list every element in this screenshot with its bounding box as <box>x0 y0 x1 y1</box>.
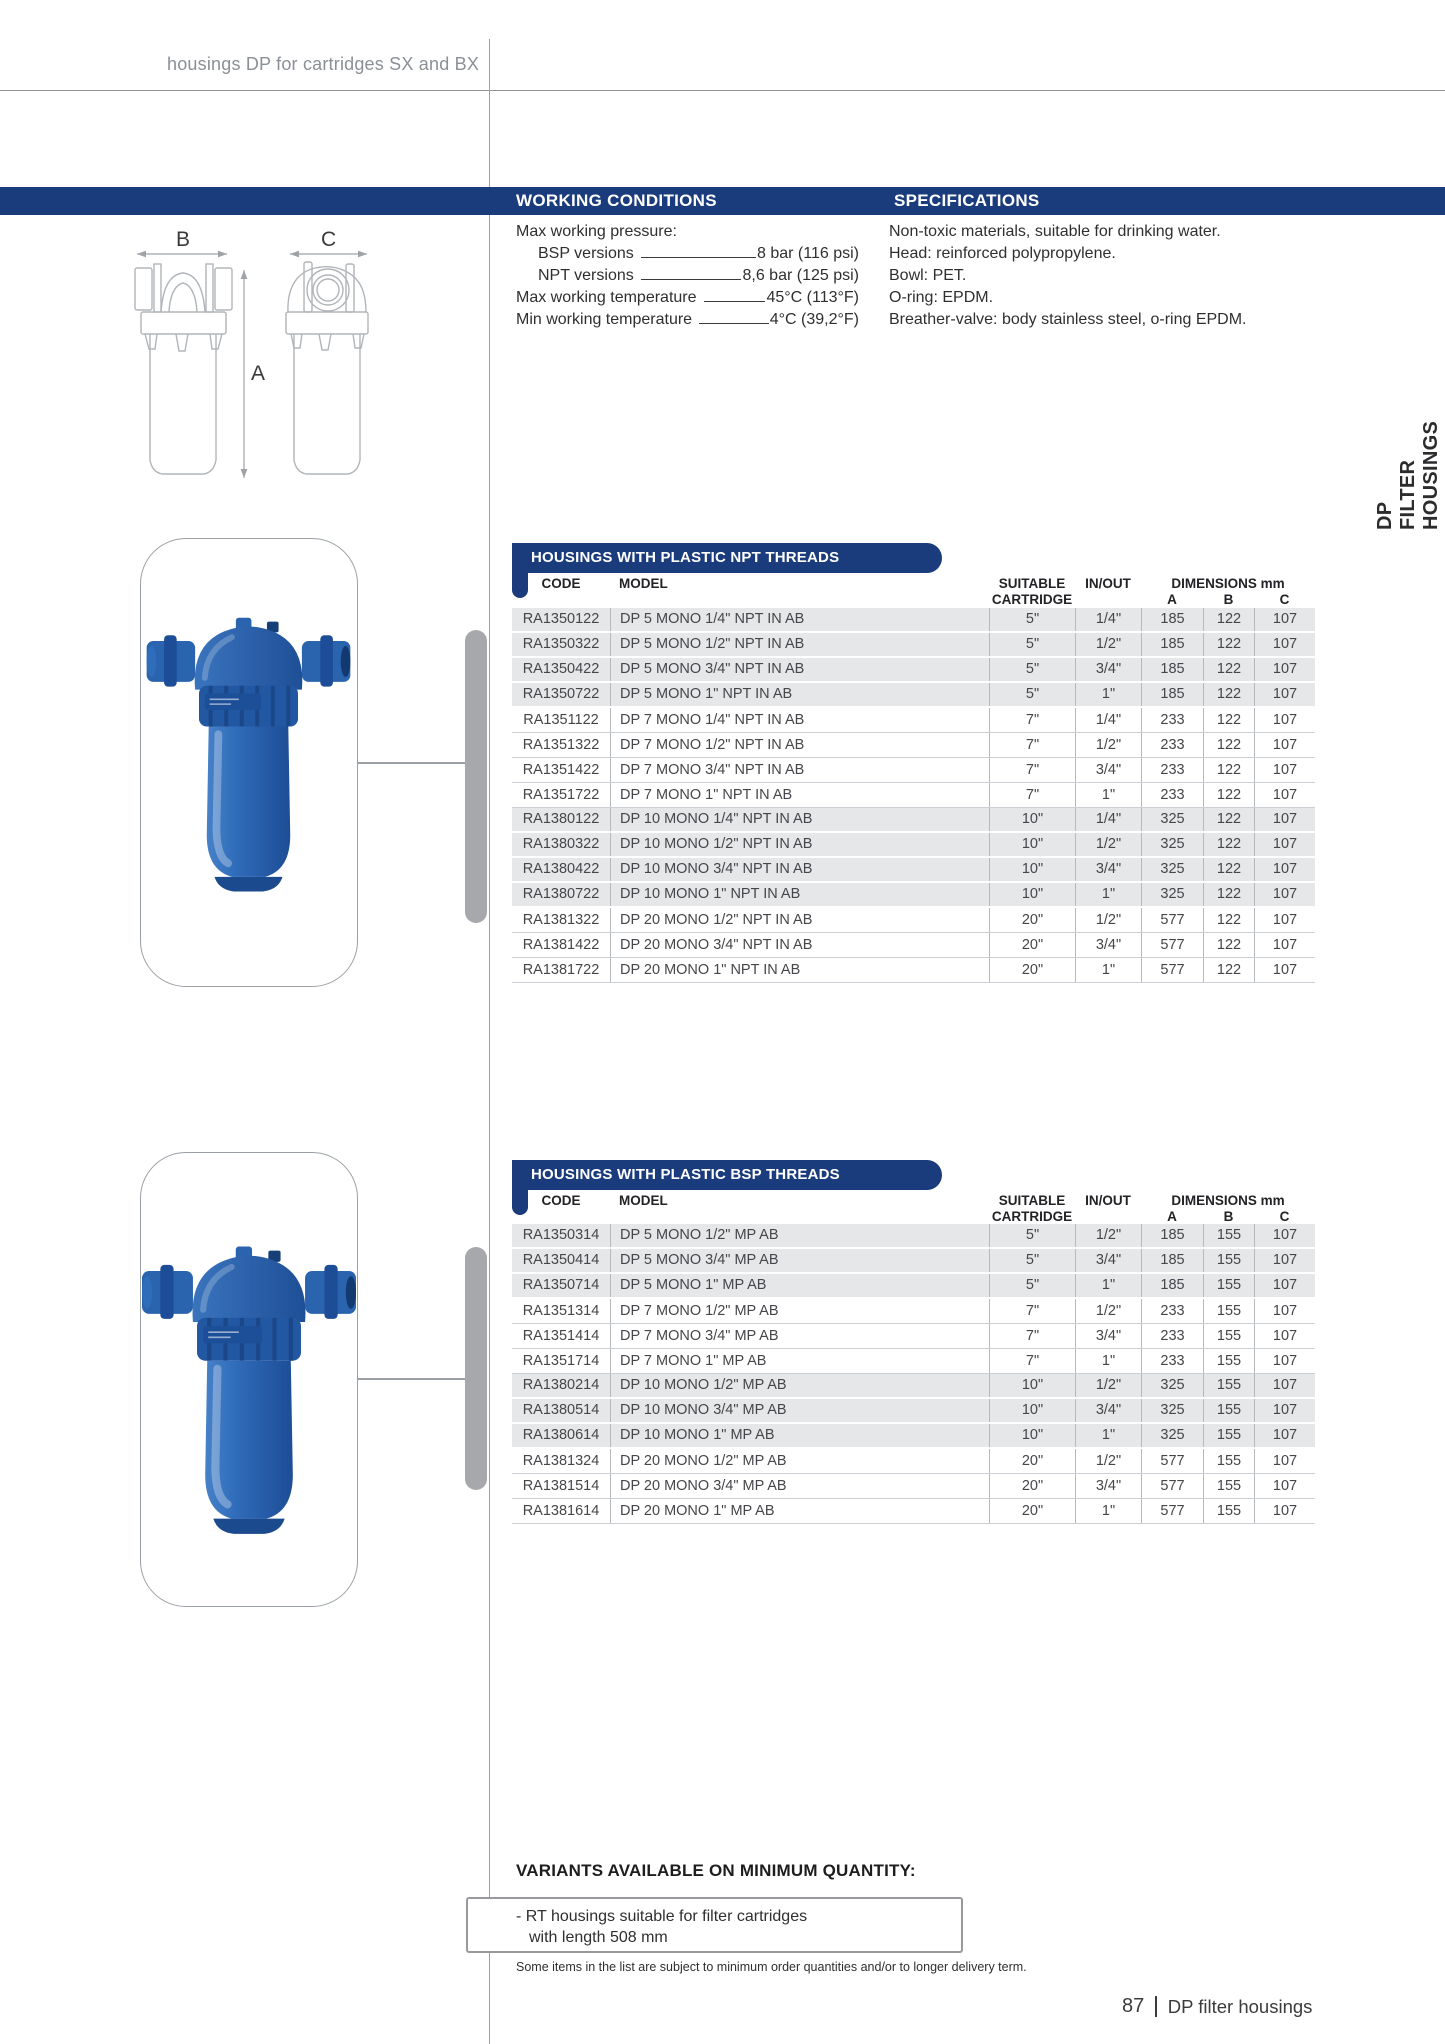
cell-code: RA1350422 <box>522 661 600 677</box>
cell-code: RA1351314 <box>522 1302 600 1319</box>
cell-inout: 3/4" <box>1075 933 1141 957</box>
cell-code: RA1350322 <box>522 636 600 652</box>
footer-label: DP filter housings <box>1167 1995 1313 2017</box>
cell-model: DP 10 MONO 1" NPT IN AB <box>610 883 989 906</box>
cell-inout: 1" <box>1075 1499 1141 1523</box>
cell-code: RA1381614 <box>522 1502 600 1519</box>
cell-dim-a: 233 <box>1141 733 1203 757</box>
cell-cartridge: 5" <box>989 608 1075 631</box>
cell-cartridge: 20" <box>989 1474 1075 1498</box>
cell-dim-a: 185 <box>1141 1274 1203 1297</box>
cell-dim-b: 155 <box>1203 1274 1254 1297</box>
cell-model: DP 7 MONO 1/2" MP AB <box>610 1299 989 1323</box>
cell-dim-b: 122 <box>1203 683 1254 706</box>
cell-inout: 1/2" <box>1075 1224 1141 1247</box>
condition-label: NPT versions <box>538 267 634 284</box>
cell-dim-c: 107 <box>1254 1274 1315 1297</box>
photo-table-connector <box>358 1378 465 1380</box>
cell-dim-c: 107 <box>1254 833 1315 856</box>
cell-inout: 1" <box>1075 883 1141 906</box>
cell-dim-c: 107 <box>1254 708 1315 732</box>
working-condition-row <box>516 287 859 309</box>
bsp-table-header <box>512 1193 1315 1225</box>
table-row <box>512 1449 1315 1474</box>
cell-inout: 1/2" <box>1075 633 1141 656</box>
cell-dim-a: 325 <box>1141 833 1203 856</box>
cell-code: RA1380214 <box>522 1377 600 1393</box>
cell-dim-b: 122 <box>1203 758 1254 782</box>
cell-dim-b: 122 <box>1203 958 1254 982</box>
cell-model: DP 5 MONO 1" MP AB <box>610 1274 989 1297</box>
table-row <box>512 908 1315 933</box>
header-rule <box>0 90 1445 91</box>
cell-dim-a: 233 <box>1141 708 1203 732</box>
cell-inout: 3/4" <box>1075 1474 1141 1498</box>
cell-model: DP 7 MONO 1/2" NPT IN AB <box>610 733 989 757</box>
cell-dim-a: 325 <box>1141 808 1203 831</box>
cell-cartridge: 10" <box>989 1424 1075 1447</box>
working-conditions-block <box>516 221 859 331</box>
cell-code: RA1381722 <box>522 961 600 978</box>
cell-code: RA1381322 <box>522 911 600 928</box>
table-row <box>512 708 1315 733</box>
cell-model: DP 5 MONO 1/2" MP AB <box>610 1224 989 1247</box>
cell-cartridge: 5" <box>989 683 1075 706</box>
cell-dim-a: 233 <box>1141 783 1203 807</box>
bsp-table-rows <box>512 1224 1315 1524</box>
cell-dim-c: 107 <box>1254 933 1315 957</box>
condition-value: 8 bar (116 psi) <box>757 245 859 262</box>
cell-dim-a: 577 <box>1141 933 1203 957</box>
cell-dim-c: 107 <box>1254 1474 1315 1498</box>
cell-dim-b: 122 <box>1203 783 1254 807</box>
working-condition-row <box>516 243 859 265</box>
cell-code: RA1351322 <box>522 736 600 753</box>
cell-cartridge: 20" <box>989 1499 1075 1523</box>
table-row <box>512 1399 1315 1424</box>
table-row <box>512 1249 1315 1274</box>
product-photo-frame-bsp <box>140 1152 358 1607</box>
cell-dim-a: 185 <box>1141 683 1203 706</box>
cell-dim-a: 233 <box>1141 1324 1203 1348</box>
cell-dim-b: 155 <box>1203 1224 1254 1247</box>
cell-cartridge: 20" <box>989 958 1075 982</box>
cell-dim-c: 107 <box>1254 1399 1315 1422</box>
cell-cartridge: 10" <box>989 1374 1075 1397</box>
cell-model: DP 5 MONO 1/2" NPT IN AB <box>610 633 989 656</box>
specifications-title: SPECIFICATIONS <box>894 191 1040 210</box>
cell-dim-c: 107 <box>1254 758 1315 782</box>
cell-dim-c: 107 <box>1254 1349 1315 1373</box>
condition-value: 8,6 bar (125 psi) <box>742 267 859 284</box>
cell-dim-a: 233 <box>1141 758 1203 782</box>
leader-line <box>641 279 742 280</box>
table-row <box>512 758 1315 783</box>
col-code: CODE <box>541 576 581 591</box>
cell-dim-a: 325 <box>1141 883 1203 906</box>
cell-dim-c: 107 <box>1254 1374 1315 1397</box>
cell-code: RA1350722 <box>522 686 600 702</box>
cell-code: RA1350714 <box>522 1277 600 1293</box>
cell-model: DP 10 MONO 3/4" NPT IN AB <box>610 858 989 881</box>
table-row <box>512 1374 1315 1399</box>
cell-dim-a: 185 <box>1141 633 1203 656</box>
cell-dim-b: 155 <box>1203 1424 1254 1447</box>
col-inout: IN/OUT <box>1085 1193 1131 1208</box>
table-row <box>512 1349 1315 1374</box>
cell-dim-a: 185 <box>1141 658 1203 681</box>
col-dim-c: C <box>1279 1209 1290 1224</box>
npt-table-banner: HOUSINGS WITH PLASTIC NPT THREADS <box>512 543 942 573</box>
cell-dim-b: 155 <box>1203 1474 1254 1498</box>
cell-model: DP 10 MONO 1/2" MP AB <box>610 1374 989 1397</box>
cell-dim-a: 233 <box>1141 1349 1203 1373</box>
cell-dim-c: 107 <box>1254 958 1315 982</box>
cell-code: RA1380122 <box>522 811 600 827</box>
specification-line: O-ring: EPDM. <box>889 289 994 306</box>
cell-dim-b: 122 <box>1203 883 1254 906</box>
cell-dim-a: 325 <box>1141 1374 1203 1397</box>
cell-code: RA1381324 <box>522 1452 600 1469</box>
cell-dim-b: 122 <box>1203 858 1254 881</box>
cell-inout: 1" <box>1075 683 1141 706</box>
cell-model: DP 5 MONO 1/4" NPT IN AB <box>610 608 989 631</box>
cell-cartridge: 20" <box>989 933 1075 957</box>
cell-dim-a: 185 <box>1141 608 1203 631</box>
footnote: Some items in the list are subject to minimum order quantities and/or to longer delivery term. <box>516 1960 1027 1974</box>
cell-inout: 1/2" <box>1075 908 1141 932</box>
cell-dim-b: 155 <box>1203 1249 1254 1272</box>
table-row <box>512 1324 1315 1349</box>
cell-dim-c: 107 <box>1254 808 1315 831</box>
cell-inout: 1" <box>1075 1349 1141 1373</box>
cell-inout: 3/4" <box>1075 1324 1141 1348</box>
cell-model: DP 20 MONO 3/4" NPT IN AB <box>610 933 989 957</box>
dimension-drawing <box>120 212 400 492</box>
condition-value: 45°C (113°F) <box>766 289 859 306</box>
cell-cartridge: 5" <box>989 1249 1075 1272</box>
side-tab-line2: HOUSINGS <box>1420 420 1442 530</box>
cell-cartridge: 20" <box>989 1449 1075 1473</box>
cell-cartridge: 5" <box>989 1224 1075 1247</box>
working-conditions-rows <box>516 243 859 331</box>
variants-box <box>466 1897 963 1953</box>
cell-dim-c: 107 <box>1254 1324 1315 1348</box>
table-row <box>512 633 1315 658</box>
section-band <box>0 187 1445 215</box>
col-dim-a: A <box>1167 592 1177 607</box>
table-row <box>512 808 1315 833</box>
cell-inout: 1/2" <box>1075 1449 1141 1473</box>
table-row <box>512 858 1315 883</box>
cell-dim-b: 122 <box>1203 908 1254 932</box>
condition-label: Min working temperature <box>516 311 693 328</box>
cell-dim-b: 155 <box>1203 1399 1254 1422</box>
cell-model: DP 10 MONO 1" MP AB <box>610 1424 989 1447</box>
cell-dim-c: 107 <box>1254 1249 1315 1272</box>
cell-inout: 1/2" <box>1075 1374 1141 1397</box>
cell-dim-b: 122 <box>1203 808 1254 831</box>
specification-line: Breather-valve: body stainless steel, o-ring EPDM. <box>889 311 1247 328</box>
condition-label: Max working temperature <box>516 289 697 306</box>
table-side-bracket <box>465 1247 487 1490</box>
cell-cartridge: 10" <box>989 883 1075 906</box>
table-row <box>512 783 1315 808</box>
cell-model: DP 5 MONO 1" NPT IN AB <box>610 683 989 706</box>
cell-cartridge: 10" <box>989 808 1075 831</box>
cell-cartridge: 10" <box>989 833 1075 856</box>
filter-housing-photo <box>142 1183 356 1571</box>
bsp-table-banner: HOUSINGS WITH PLASTIC BSP THREADS <box>512 1160 942 1190</box>
cell-model: DP 20 MONO 1" NPT IN AB <box>610 958 989 982</box>
table-row <box>512 608 1315 633</box>
specification-line: Non-toxic materials, suitable for drinking water. <box>889 223 1221 240</box>
variants-line2: with length 508 mm <box>529 1929 668 1946</box>
cell-code: RA1351122 <box>523 711 599 728</box>
cell-inout: 1/2" <box>1075 733 1141 757</box>
cell-model: DP 5 MONO 3/4" NPT IN AB <box>610 658 989 681</box>
cell-cartridge: 7" <box>989 733 1075 757</box>
table-side-bracket <box>465 630 487 923</box>
cell-code: RA1381422 <box>522 936 600 953</box>
cell-dim-b: 122 <box>1203 833 1254 856</box>
cell-dim-b: 155 <box>1203 1374 1254 1397</box>
cell-cartridge: 10" <box>989 1399 1075 1422</box>
cell-dim-c: 107 <box>1254 1299 1315 1323</box>
table-row <box>512 1424 1315 1449</box>
cell-code: RA1381514 <box>522 1477 600 1494</box>
col-model: MODEL <box>619 576 668 591</box>
cell-dim-b: 122 <box>1203 708 1254 732</box>
col-dim-a: A <box>1167 1209 1177 1224</box>
cell-dim-a: 577 <box>1141 1449 1203 1473</box>
leader-line <box>699 323 769 324</box>
cell-dim-c: 107 <box>1254 883 1315 906</box>
col-dimensions: DIMENSIONS mm A B C <box>1141 1193 1315 1225</box>
cell-cartridge: 7" <box>989 708 1075 732</box>
cell-model: DP 20 MONO 1/2" MP AB <box>610 1449 989 1473</box>
table-row <box>512 833 1315 858</box>
cell-code: RA1351414 <box>522 1327 600 1344</box>
working-condition-row <box>516 309 859 331</box>
cell-cartridge: 5" <box>989 658 1075 681</box>
cell-inout: 1/4" <box>1075 708 1141 732</box>
cell-code: RA1350122 <box>522 611 600 627</box>
cell-dim-b: 122 <box>1203 933 1254 957</box>
cell-inout: 3/4" <box>1075 858 1141 881</box>
table-row <box>512 733 1315 758</box>
cell-model: DP 10 MONO 3/4" MP AB <box>610 1399 989 1422</box>
page-footer <box>1122 1995 1312 2018</box>
cell-dim-c: 107 <box>1254 783 1315 807</box>
variants-line1: - RT housings suitable for filter cartridges <box>516 1908 808 1925</box>
col-dim-b: B <box>1223 1209 1234 1224</box>
cell-model: DP 7 MONO 1" NPT IN AB <box>610 783 989 807</box>
column-divider-line <box>489 39 490 2044</box>
product-photo-frame-npt <box>140 538 358 987</box>
cell-dim-a: 325 <box>1141 1399 1203 1422</box>
specifications-block <box>889 221 1379 331</box>
cell-inout: 1" <box>1075 1274 1141 1297</box>
cell-inout: 1" <box>1075 958 1141 982</box>
cell-dim-c: 107 <box>1254 1424 1315 1447</box>
cell-model: DP 10 MONO 1/4" NPT IN AB <box>610 808 989 831</box>
cell-inout: 1" <box>1075 1424 1141 1447</box>
table-row <box>512 1224 1315 1249</box>
cell-dim-c: 107 <box>1254 608 1315 631</box>
cell-dim-a: 185 <box>1141 1224 1203 1247</box>
cell-cartridge: 7" <box>989 1299 1075 1323</box>
cell-model: DP 10 MONO 1/2" NPT IN AB <box>610 833 989 856</box>
cell-dim-c: 107 <box>1254 658 1315 681</box>
cell-dim-a: 325 <box>1141 1424 1203 1447</box>
working-condition-row <box>516 265 859 287</box>
cell-inout: 1/4" <box>1075 808 1141 831</box>
cell-dim-a: 185 <box>1141 1249 1203 1272</box>
cell-dim-c: 107 <box>1254 733 1315 757</box>
cell-dim-b: 122 <box>1203 608 1254 631</box>
table-row <box>512 1474 1315 1499</box>
cell-model: DP 20 MONO 1" MP AB <box>610 1499 989 1523</box>
cell-inout: 1/4" <box>1075 608 1141 631</box>
cell-dim-a: 577 <box>1141 958 1203 982</box>
table-row <box>512 1499 1315 1524</box>
cell-inout: 3/4" <box>1075 658 1141 681</box>
cell-dim-a: 577 <box>1141 908 1203 932</box>
cell-dim-a: 577 <box>1141 1474 1203 1498</box>
table-row <box>512 958 1315 983</box>
cell-dim-a: 325 <box>1141 858 1203 881</box>
photo-table-connector <box>358 762 465 764</box>
specification-line: Bowl: PET. <box>889 267 967 284</box>
cell-cartridge: 20" <box>989 908 1075 932</box>
col-cartridge: SUITABLE CARTRIDGE <box>991 576 1073 607</box>
col-dim-c: C <box>1279 592 1290 607</box>
footer-separator <box>1155 1996 1157 2017</box>
cell-code: RA1380514 <box>522 1402 600 1418</box>
cell-cartridge: 7" <box>989 1349 1075 1373</box>
cell-code: RA1380422 <box>522 861 600 877</box>
leader-line <box>641 257 756 258</box>
cell-code: RA1380722 <box>522 886 600 902</box>
cell-model: DP 20 MONO 3/4" MP AB <box>610 1474 989 1498</box>
dim-label-a: A <box>251 362 266 385</box>
col-inout: IN/OUT <box>1085 576 1131 591</box>
cell-code: RA1350414 <box>522 1252 600 1268</box>
col-code: CODE <box>541 1193 581 1208</box>
cell-model: DP 5 MONO 3/4" MP AB <box>610 1249 989 1272</box>
table-row <box>512 1274 1315 1299</box>
cell-cartridge: 10" <box>989 858 1075 881</box>
dim-label-b: B <box>176 228 191 251</box>
page-number: 87 <box>1122 1995 1145 2017</box>
cell-dim-c: 107 <box>1254 1499 1315 1523</box>
dim-label-c: C <box>321 228 337 251</box>
cell-inout: 3/4" <box>1075 1399 1141 1422</box>
cell-cartridge: 7" <box>989 758 1075 782</box>
variants-title: VARIANTS AVAILABLE ON MINIMUM QUANTITY: <box>516 1861 916 1880</box>
cell-code: RA1351722 <box>522 786 600 803</box>
cell-dim-a: 233 <box>1141 1299 1203 1323</box>
cell-model: DP 7 MONO 3/4" MP AB <box>610 1324 989 1348</box>
cell-code: RA1351714 <box>522 1352 600 1369</box>
condition-label: BSP versions <box>538 245 634 262</box>
cell-inout: 3/4" <box>1075 1249 1141 1272</box>
table-row <box>512 883 1315 908</box>
table-row <box>512 933 1315 958</box>
cell-code: RA1380322 <box>522 836 600 852</box>
cell-dim-b: 122 <box>1203 733 1254 757</box>
side-tab-label <box>1374 420 1442 530</box>
cell-inout: 1/2" <box>1075 833 1141 856</box>
cell-dim-b: 155 <box>1203 1449 1254 1473</box>
col-cartridge: SUITABLE CARTRIDGE <box>991 1193 1073 1224</box>
cell-code: RA1380614 <box>522 1427 600 1443</box>
npt-table-rows <box>512 608 1315 983</box>
cell-model: DP 7 MONO 1" MP AB <box>610 1349 989 1373</box>
cell-model: DP 7 MONO 3/4" NPT IN AB <box>610 758 989 782</box>
filter-housing-photo <box>146 577 351 907</box>
cell-inout: 1" <box>1075 783 1141 807</box>
col-dimensions: DIMENSIONS mm A B C <box>1141 576 1315 608</box>
condition-value: 4°C (39,2°F) <box>769 311 859 328</box>
leader-line <box>704 301 766 302</box>
cell-dim-c: 107 <box>1254 1449 1315 1473</box>
cell-dim-b: 155 <box>1203 1349 1254 1373</box>
cell-cartridge: 7" <box>989 783 1075 807</box>
working-conditions-intro: Max working pressure: <box>516 223 677 240</box>
cell-inout: 1/2" <box>1075 1299 1141 1323</box>
cell-cartridge: 7" <box>989 1324 1075 1348</box>
cell-dim-b: 122 <box>1203 633 1254 656</box>
cell-dim-c: 107 <box>1254 633 1315 656</box>
cell-code: RA1351422 <box>522 761 600 778</box>
side-tab-line1: DP FILTER <box>1374 459 1419 530</box>
cell-dim-b: 155 <box>1203 1324 1254 1348</box>
page-title: housings DP for cartridges SX and BX <box>167 54 480 74</box>
cell-dim-c: 107 <box>1254 1224 1315 1247</box>
table-row <box>512 683 1315 708</box>
col-dim-b: B <box>1223 592 1234 607</box>
cell-dim-b: 155 <box>1203 1499 1254 1523</box>
specification-line: Head: reinforced polypropylene. <box>889 245 1116 262</box>
cell-dim-b: 122 <box>1203 658 1254 681</box>
cell-cartridge: 5" <box>989 1274 1075 1297</box>
working-conditions-title: WORKING CONDITIONS <box>516 191 717 210</box>
cell-inout: 3/4" <box>1075 758 1141 782</box>
npt-table-header <box>512 576 1315 608</box>
cell-dim-c: 107 <box>1254 908 1315 932</box>
cell-model: DP 20 MONO 1/2" NPT IN AB <box>610 908 989 932</box>
cell-dim-c: 107 <box>1254 858 1315 881</box>
table-row <box>512 658 1315 683</box>
table-row <box>512 1299 1315 1324</box>
cell-code: RA1350314 <box>522 1227 600 1243</box>
cell-dim-b: 155 <box>1203 1299 1254 1323</box>
cell-dim-a: 577 <box>1141 1499 1203 1523</box>
cell-cartridge: 5" <box>989 633 1075 656</box>
cell-model: DP 7 MONO 1/4" NPT IN AB <box>610 708 989 732</box>
col-model: MODEL <box>619 1193 668 1208</box>
cell-dim-c: 107 <box>1254 683 1315 706</box>
